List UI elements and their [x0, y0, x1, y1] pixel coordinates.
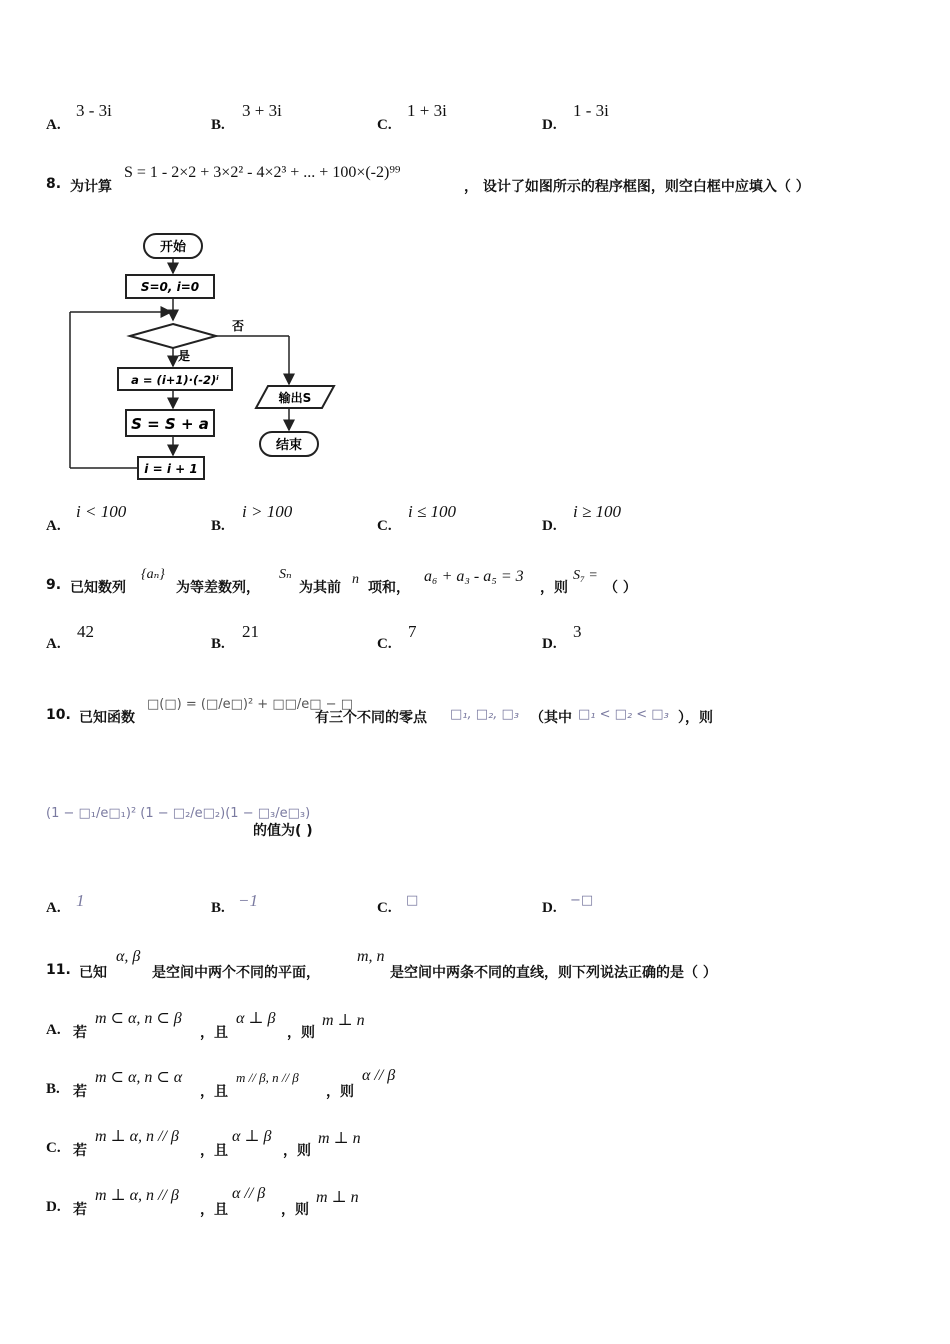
q10-order: □₁ < □₂ < □₃	[578, 707, 669, 722]
q10-function: □(□) = (□/e□)² + □□/e□ − □	[147, 697, 353, 712]
q11-option-a-premise: m ⊂ α, n ⊂ β	[95, 1010, 182, 1027]
q11-option-d-ruo: 若	[73, 1202, 87, 1218]
q10-option-c-letter: C.	[377, 900, 392, 916]
q11-option-c-letter: C.	[46, 1140, 61, 1156]
q9-condition: a₆ + a₃ - a₅ = 3	[424, 568, 524, 585]
q11-option-a-ze: ，则	[287, 1025, 315, 1041]
q11-option-c-conclusion: m ⊥ n	[318, 1130, 361, 1147]
q11-option-a-ruo: 若	[73, 1025, 87, 1041]
q9-text-5: ，则	[540, 580, 568, 596]
q11-option-c-ruo: 若	[73, 1143, 87, 1159]
q9-option-a-value: 42	[77, 622, 94, 641]
q7-option-c-value: 1 + 3i	[407, 101, 447, 120]
q11-option-a-letter: A.	[46, 1022, 61, 1038]
q10-option-b-value: −1	[238, 891, 258, 910]
q7-option-b-letter: B.	[211, 117, 225, 133]
q11-text-2: 是空间中两个不同的平面，	[152, 965, 320, 981]
q9-sequence: {aₙ}	[141, 567, 165, 582]
q11-option-d-qie: ，且	[200, 1202, 228, 1218]
flow-output-label: 输出S	[278, 391, 312, 405]
q9-option-c-letter: C.	[377, 636, 392, 652]
q8-option-a-letter: A.	[46, 518, 61, 534]
q8-suffix: ， 设计了如图所示的程序框图，则空白框中应填入（ ）	[464, 179, 810, 195]
flow-start-label: 开始	[159, 240, 187, 255]
q10-text-2: 有三个不同的零点	[315, 710, 427, 726]
q7-option-d-letter: D.	[542, 117, 557, 133]
q11-option-b-premise: m ⊂ α, n ⊂ α	[95, 1069, 183, 1086]
q10-option-d-letter: D.	[542, 900, 557, 916]
q8-prefix: 为计算	[70, 179, 112, 195]
q11-planes: α, β	[116, 948, 141, 965]
q9-s7: S₇ =	[573, 568, 598, 583]
q9-option-d-letter: D.	[542, 636, 557, 652]
q11-option-b-condition: m // β, n // β	[236, 1070, 299, 1085]
q10-text-5: 的值为( )	[253, 823, 313, 839]
q9-text-3: 为其前	[299, 580, 341, 596]
flow-init-label: S=0, i=0	[140, 280, 200, 294]
q7-option-b-value: 3 + 3i	[242, 101, 282, 120]
q8-option-d-value: i ≥ 100	[573, 502, 622, 521]
q11-option-c-condition: α ⊥ β	[232, 1128, 272, 1145]
q11-option-c-premise: m ⊥ α, n // β	[95, 1128, 179, 1145]
q10-number: 10.	[46, 707, 71, 723]
q9-text-6: （ ）	[604, 580, 637, 596]
q8-option-b-letter: B.	[211, 518, 225, 534]
q8-flowchart	[46, 222, 338, 490]
q10-expression: (1 − □₁/e□₁)² (1 − □₂/e□₂)(1 − □₃/e□₃)	[46, 806, 311, 821]
q7-option-d-value: 1 - 3i	[573, 101, 609, 120]
q8-number: 8.	[46, 176, 62, 192]
q11-option-b-letter: B.	[46, 1081, 60, 1097]
flow-decision-shape[interactable]	[130, 324, 216, 348]
q10-text-4: ），则	[678, 710, 713, 726]
q9-option-a-letter: A.	[46, 636, 61, 652]
q8-option-c-value: i ≤ 100	[408, 502, 457, 521]
flow-end-label: 结束	[275, 438, 303, 453]
q9-option-d-value: 3	[573, 622, 582, 641]
q11-number: 11.	[46, 962, 71, 978]
flow-assign-s-label: S = S + a	[131, 415, 209, 433]
q8-formula: S = 1 - 2×2 + 3×2² - 4×2³ + ... + 100×(-2)⁹⁹	[124, 164, 401, 181]
q9-text-2: 为等差数列，	[176, 580, 260, 596]
q11-option-c-qie: ，且	[200, 1143, 228, 1159]
q10-option-a-value: 1	[76, 891, 85, 910]
q9-text-4: 项和，	[368, 580, 410, 596]
q10-option-c-value: □	[406, 893, 419, 908]
flow-assign-a-label: a = (i+1)·(-2)ⁱ	[131, 373, 219, 387]
flow-no-label: 否	[232, 319, 245, 333]
q10-text-1: 已知函数	[79, 710, 135, 726]
q9-sn: Sₙ	[279, 567, 292, 582]
q11-option-b-conclusion: α // β	[362, 1067, 396, 1084]
q10-text-3: （其中	[530, 710, 572, 726]
q11-option-d-condition: α // β	[232, 1185, 266, 1202]
q11-option-b-ze: ，则	[326, 1084, 354, 1100]
q9-number: 9.	[46, 577, 62, 593]
q7-option-c-letter: C.	[377, 117, 392, 133]
q11-option-a-qie: ，且	[200, 1025, 228, 1041]
q11-option-d-letter: D.	[46, 1199, 61, 1215]
q9-option-b-letter: B.	[211, 636, 225, 652]
q9-option-c-value: 7	[408, 622, 417, 641]
q10-option-a-letter: A.	[46, 900, 61, 916]
q7-option-a-letter: A.	[46, 117, 61, 133]
q8-option-c-letter: C.	[377, 518, 392, 534]
q7-option-a-value: 3 - 3i	[76, 101, 112, 120]
q8-option-d-letter: D.	[542, 518, 557, 534]
q11-lines: m, n	[357, 948, 385, 965]
q11-option-d-ze: ，则	[281, 1202, 309, 1218]
q11-option-d-conclusion: m ⊥ n	[316, 1189, 359, 1206]
q11-option-b-qie: ，且	[200, 1084, 228, 1100]
q11-option-b-ruo: 若	[73, 1084, 87, 1100]
q11-option-d-premise: m ⊥ α, n // β	[95, 1187, 179, 1204]
flow-yes-label: 是	[178, 349, 191, 363]
flow-increment-label: i = i + 1	[144, 462, 198, 476]
q9-text-1: 已知数列	[70, 580, 126, 596]
q11-text-3: 是空间中两条不同的直线，则下列说法正确的是（ ）	[390, 965, 717, 981]
q11-option-c-ze: ，则	[283, 1143, 311, 1159]
q11-text-1: 已知	[79, 965, 107, 981]
q9-option-b-value: 21	[242, 622, 259, 641]
q8-option-b-value: i > 100	[242, 502, 293, 521]
q10-option-d-value: −□	[570, 893, 594, 908]
q11-option-a-condition: α ⊥ β	[236, 1010, 276, 1027]
q10-option-b-letter: B.	[211, 900, 225, 916]
q11-option-a-conclusion: m ⊥ n	[322, 1012, 365, 1029]
q9-n: n	[352, 572, 359, 587]
q10-zeros: □₁, □₂, □₃	[450, 707, 520, 722]
q8-option-a-value: i < 100	[76, 502, 127, 521]
